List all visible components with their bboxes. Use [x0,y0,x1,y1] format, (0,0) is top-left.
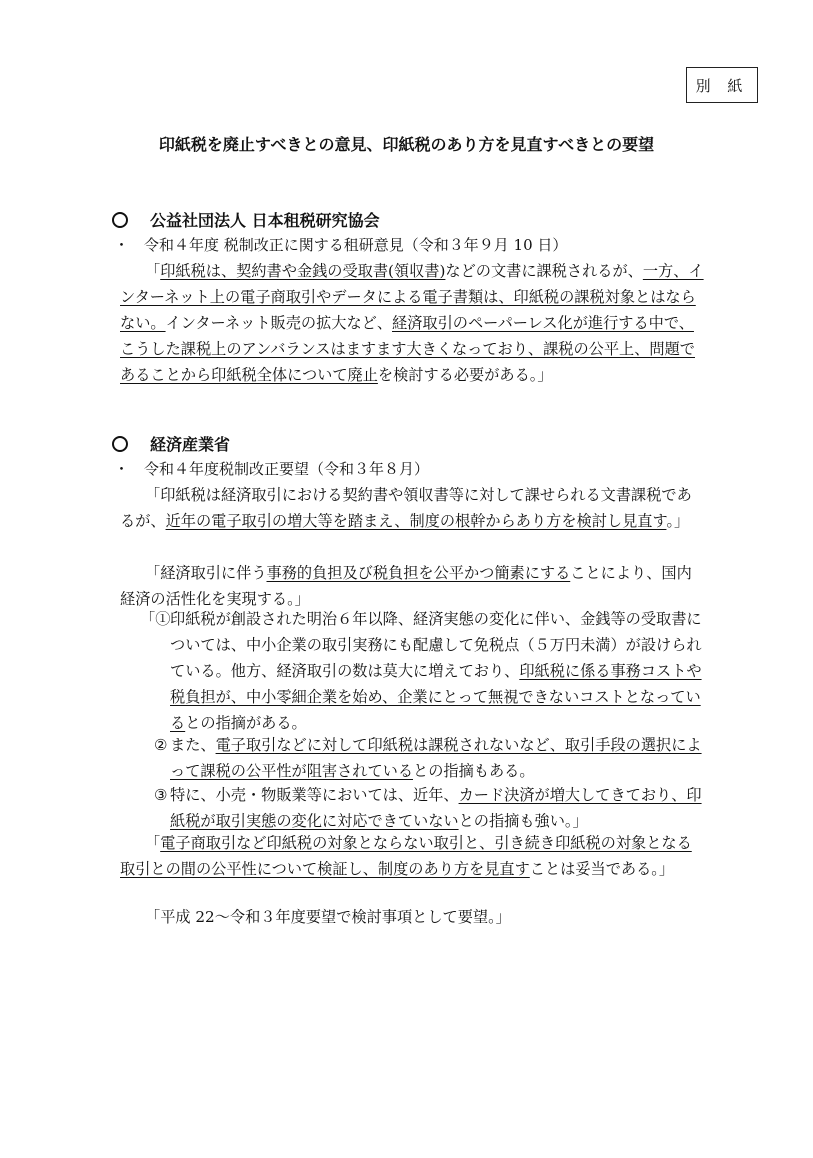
attachment-badge: 別 紙 [686,67,758,103]
text-run: を検討する必要がある。」 [377,366,553,384]
quote-paragraph [145,904,705,930]
text-run: また、 [170,736,216,754]
text-run: 「 [145,834,161,852]
text-run: インターネット販売の拡大など、 [165,314,393,332]
item-number: ② [154,736,168,754]
section-heading-meti [112,432,230,455]
list-item [140,732,705,784]
text-run: との指摘もある。 [413,762,535,780]
underlined-text: 経済取引のペーパーレス化が進行する中で、こうした課税上のアンバランスはますます大きくなっており、課税の公平上、問題であることから印紙税全体について廃止 [120,314,695,384]
section-heading-nichizeiken [112,208,380,231]
text-run: などの文書に課税されるが、 [445,262,643,280]
document-title: 印紙税を廃止すべきとの意見、印紙税のあり方を見直すべきとの要望 [158,135,655,154]
text-run: 「印紙税は経済取引における契約書や領収書等に対して課せられる文書課税であるが、 [120,486,692,530]
item-number: ③ [154,786,168,804]
org-name: 経済産業省 [150,435,231,454]
text-run: 。」 [666,512,690,530]
text-run: 特に、小売・物販業等においては、近年、 [170,786,459,804]
org-name: 公益社団法人 日本租税研究協会 [150,211,380,230]
underlined-text: 印紙税に係る事務コストや税負担が、中小零細企業を始め、企業にとって無視できないコストとなっている [170,662,702,732]
underlined-text: 事務的負担及び税負担を公平かつ簡素にする [266,564,571,582]
bullet-dot-icon: ・ [114,236,130,254]
circle-icon [112,212,128,228]
bullet-dot-icon: ・ [114,460,130,478]
list-item [140,782,705,834]
item-number: 「① [140,610,171,628]
underlined-text: 一方、インターネット上の電子商取引やデータによる電子書類は、印紙税の課税対象とはならない。 [120,262,704,332]
text-run: との指摘がある。 [185,714,307,732]
text-run: との指摘も強い。」 [458,812,588,830]
underlined-text: 電子商取引など印紙税の対象とならない取引と、引き続き印紙税の対象となる取引との間の公平性について検証し、制度のあり方を見直す [120,834,692,878]
quote-paragraph [120,258,705,388]
list-item [140,606,705,736]
bullet-text: 令和４年度 税制改正に関する租研意見（令和３年９月 10 日） [144,236,568,254]
text-run: 「経済取引に伴う [145,564,267,582]
circle-icon [112,436,128,452]
underlined-text: 電子取引などに対して印紙税は課税されないなど、取引手段の選択によって課税の公平性が阻害されている [170,736,702,780]
bullet-item [114,234,567,255]
bullet-text: 令和４年度税制改正要望（令和３年８月） [144,460,430,478]
quote-paragraph [120,830,705,882]
text-run: 「平成 22～令和３年度要望で検討事項として要望。」 [145,908,511,926]
bullet-item [114,458,429,479]
quote-paragraph [120,560,705,612]
underlined-text: 近年の電子取引の増大等を踏まえ、制度の根幹からあり方を検討し見直す [165,512,667,530]
text-run: ことにより、国内経済の活性化を実現する。」 [120,564,692,608]
quote-paragraph [120,482,705,534]
underlined-text: 印紙税は、契約書や金銭の受取書(領収書) [160,262,446,280]
underlined-text: カード決済が増大してきており、印紙税が取引実態の変化に対応できていない [170,786,702,830]
text-run: ことは妥当である。」 [529,860,675,878]
text-run: 印紙税が創設された明治６年以降、経済実態の変化に伴い、金銭等の受取書については、中小企業の取引実務にも配慮して免税点（５万円未満）が設けられている。他方、経済取引の数は莫大に増えており、 [170,610,702,680]
quote-mark: 「 [145,262,161,280]
